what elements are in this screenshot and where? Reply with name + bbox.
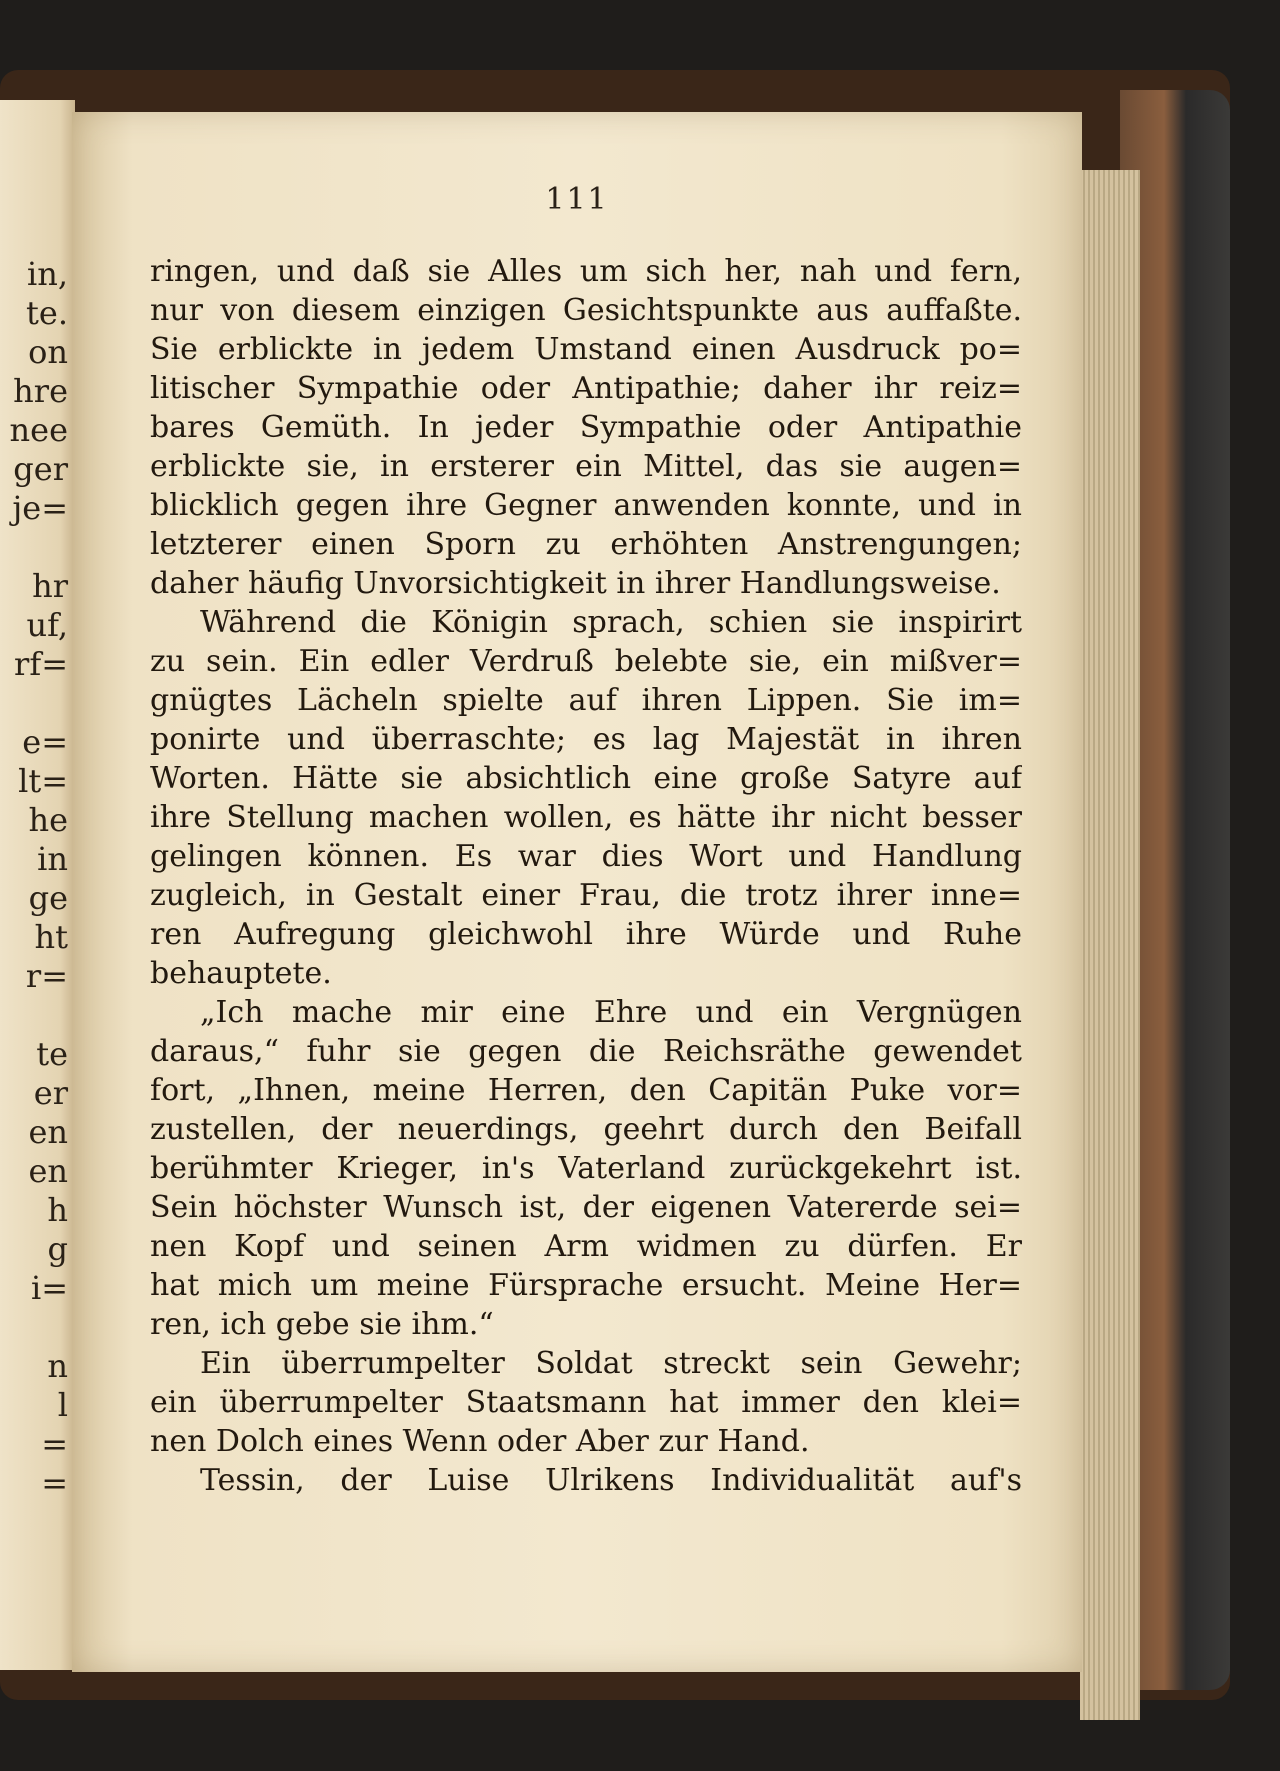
text-line: berühmter Krieger, in's Vaterland zurückgekehrt ist. xyxy=(150,1151,1022,1186)
text-line: ponirte und überraschte; es lag Majestät in ihren xyxy=(150,722,1022,757)
text-line: Worten. Hätte sie absichtlich eine große Satyre auf xyxy=(150,761,1022,796)
left-page-fragment: ht xyxy=(34,918,68,956)
left-page-fragment: er xyxy=(33,1074,68,1112)
text-line: bares Gemüth. In jeder Sympathie oder Antipathie xyxy=(150,410,1022,445)
left-page-fragment: nee xyxy=(9,411,68,449)
left-page-fragment xyxy=(0,528,68,567)
text-line: daraus,“ fuhr sie gegen die Reichsräthe gewendet xyxy=(150,1034,1022,1069)
left-page-fragment: in xyxy=(37,840,68,878)
left-page-fragment: in, xyxy=(26,255,68,293)
left-page-fragment xyxy=(0,684,68,723)
text-line: gnügtes Lächeln spielte auf ihren Lippen. Sie im= xyxy=(150,683,1022,718)
text-line: behauptete. xyxy=(150,956,332,991)
left-page-fragment: he xyxy=(28,801,68,839)
text-line: nur von diesem einzigen Gesichtspunkte aus auffaßte. xyxy=(150,293,1022,328)
left-page-fragment: h xyxy=(47,1191,68,1229)
left-page-fragment: e= xyxy=(22,723,68,761)
left-page-fragment: i= xyxy=(30,1269,68,1307)
left-page-fragment: hre xyxy=(13,372,68,410)
right-page xyxy=(72,112,1082,1672)
left-page-fragment: = xyxy=(41,1425,68,1463)
left-page-fragment: g xyxy=(47,1230,68,1268)
text-line: ringen, und daß sie Alles um sich her, nah und fern, xyxy=(150,254,1022,289)
text-line: letzterer einen Sporn zu erhöhten Anstrengungen; xyxy=(150,527,1022,562)
text-line: hat mich um meine Fürsprache ersucht. Meine Her= xyxy=(150,1268,1022,1303)
text-line: blicklich gegen ihre Gegner anwenden konnte, und in xyxy=(150,488,1022,523)
text-line: ren Aufregung gleichwohl ihre Würde und Ruhe xyxy=(150,917,1022,952)
left-page-fragment: ger xyxy=(13,450,68,488)
left-page-fragment: je= xyxy=(12,489,68,527)
text-line: zugleich, in Gestalt einer Frau, die trotz ihrer inne= xyxy=(150,878,1022,913)
left-page-fragment: l xyxy=(57,1386,68,1424)
text-line: ein überrumpelter Staatsmann hat immer den klei= xyxy=(150,1385,1022,1420)
left-page-fragment: en xyxy=(28,1113,68,1151)
text-line: gelingen können. Es war dies Wort und Handlung xyxy=(150,839,1022,874)
left-page-fragment: hr xyxy=(32,567,68,605)
left-page-fragment: te xyxy=(36,1035,68,1073)
left-page-fragment: r= xyxy=(25,957,68,995)
left-page-fragment: lt= xyxy=(18,762,68,800)
text-line: zu sein. Ein edler Verdruß belebte sie, ein mißver= xyxy=(150,644,1022,679)
page-edges xyxy=(1080,170,1140,1720)
text-line: zustellen, der neuerdings, geehrt durch den Beifall xyxy=(150,1112,1022,1147)
left-page-text-fragments xyxy=(0,255,68,1503)
text-line: Sie erblickte in jedem Umstand einen Ausdruck po= xyxy=(150,332,1022,367)
text-line: ren, ich gebe sie ihm.“ xyxy=(150,1307,494,1342)
text-line: Tessin, der Luise Ulrikens Individualität auf's xyxy=(200,1463,1022,1498)
left-page-fragment: n xyxy=(47,1347,68,1385)
text-line: „Ich mache mir eine Ehre und ein Vergnügen xyxy=(200,995,1022,1030)
left-page-fragment: rf= xyxy=(14,645,68,683)
left-page-fragment: en xyxy=(28,1152,68,1190)
text-line: Ein überrumpelter Soldat streckt sein Gewehr; xyxy=(200,1346,1022,1381)
text-line: nen Dolch eines Wenn oder Aber zur Hand. xyxy=(150,1424,810,1459)
text-line: Während die Königin sprach, schien sie inspirirt xyxy=(200,605,1022,640)
text-line: Sein höchster Wunsch ist, der eigenen Vatererde sei= xyxy=(150,1190,1022,1225)
text-line: fort, „Ihnen, meine Herren, den Capitän Puke vor= xyxy=(150,1073,1022,1108)
left-page-fragment: = xyxy=(41,1464,68,1502)
text-line: erblickte sie, in ersterer ein Mittel, das sie augen= xyxy=(150,449,1022,484)
text-line: nen Kopf und seinen Arm widmen zu dürfen. Er xyxy=(150,1229,1022,1264)
left-page-fragment xyxy=(0,1308,68,1347)
text-line: ihre Stellung machen wollen, es hätte ihr nicht besser xyxy=(150,800,1022,835)
left-page xyxy=(0,100,75,1670)
left-page-fragment: te. xyxy=(26,294,68,332)
text-line: daher häufig Unvorsichtigkeit in ihrer Handlungsweise. xyxy=(150,566,1001,601)
left-page-fragment: on xyxy=(28,333,68,371)
left-page-fragment: uf, xyxy=(26,606,68,644)
page-body-text xyxy=(150,252,1022,1500)
page-number: 111 xyxy=(545,182,609,217)
left-page-fragment xyxy=(0,996,68,1035)
text-line: litischer Sympathie oder Antipathie; daher ihr reiz= xyxy=(150,371,1022,406)
left-page-fragment: ge xyxy=(28,879,68,917)
